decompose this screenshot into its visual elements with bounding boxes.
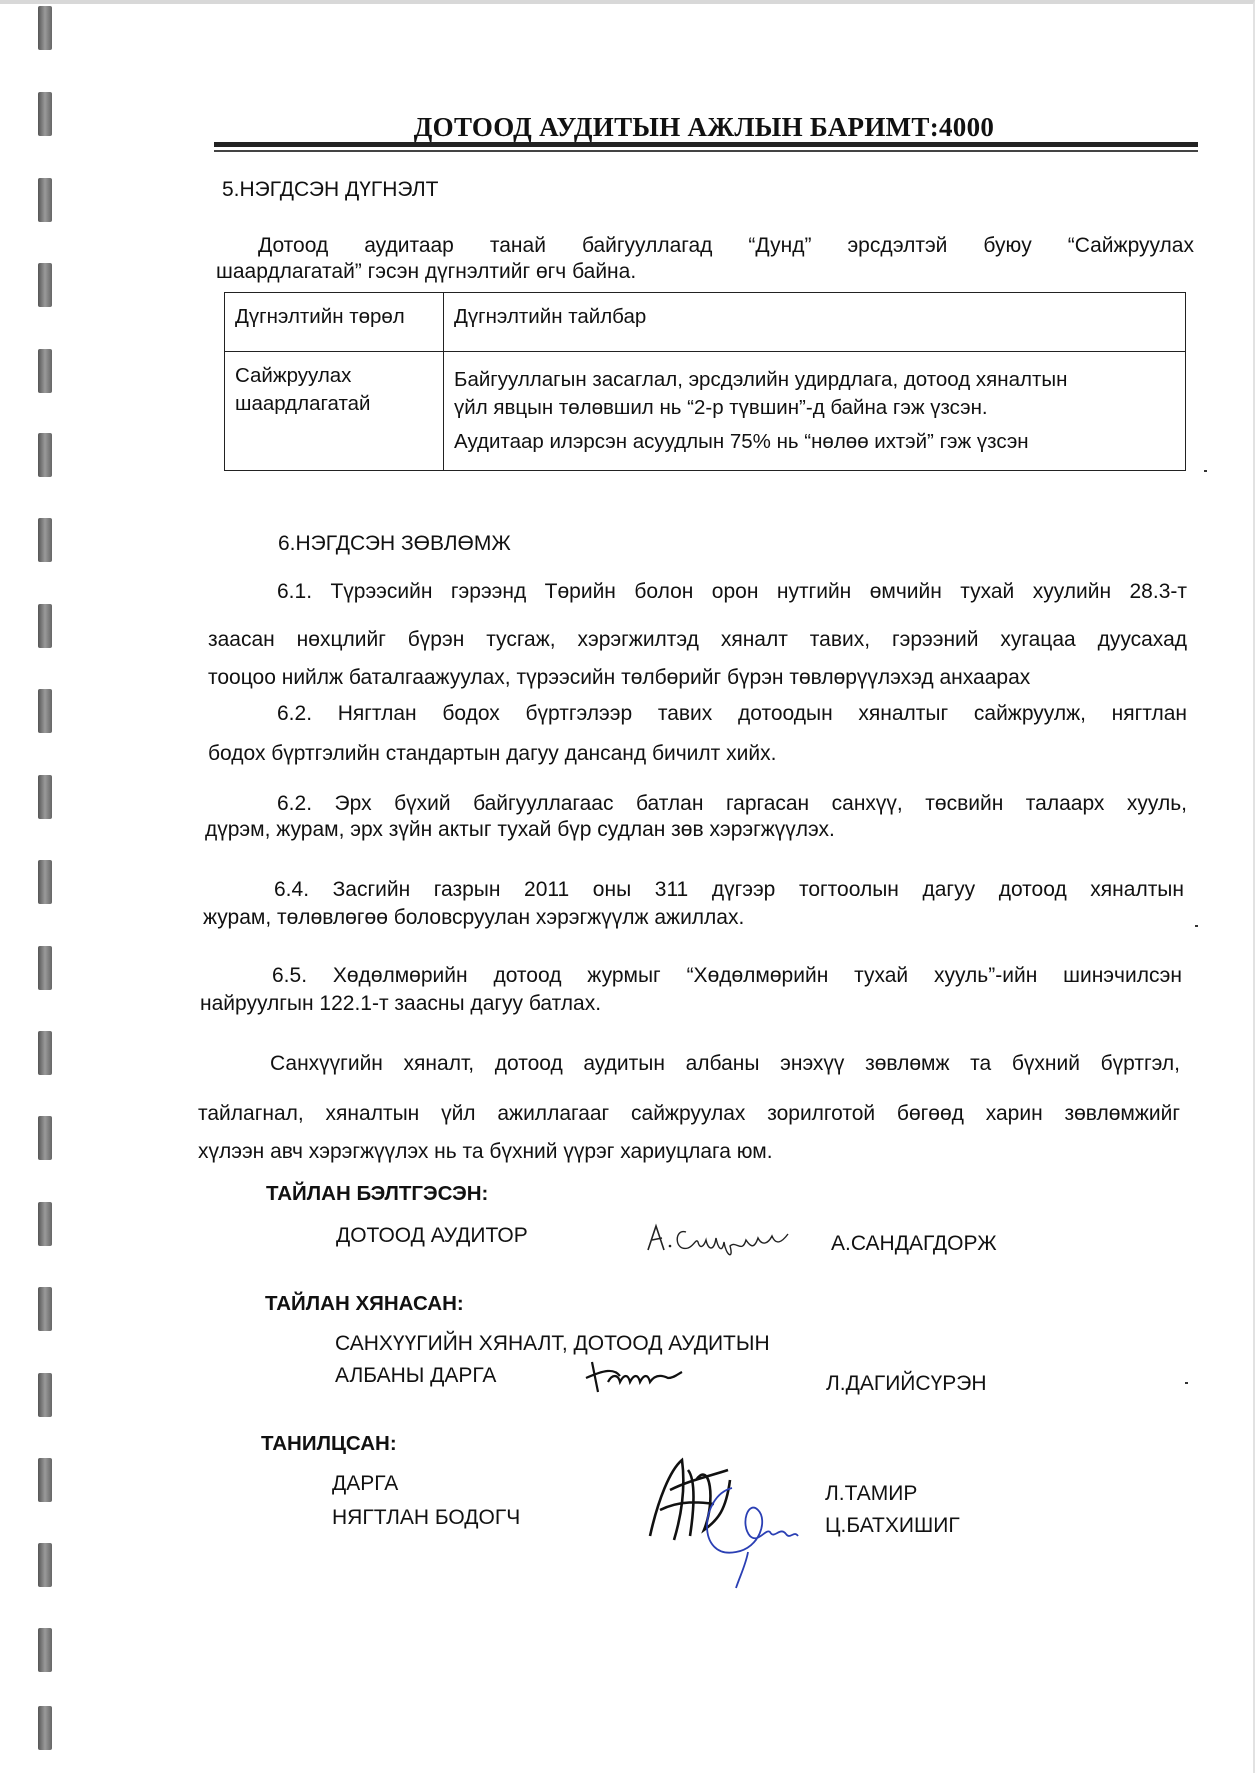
closing-line1: Санхүүгийн хяналт, дотоод аудитын албаны энэхүү зөвлөмж та бүхний бүртгэл, [270,1052,1180,1075]
signatures-acknowledged [640,1440,840,1590]
binding-hole [38,349,52,393]
title-rule-thin [214,150,1198,152]
rec-6-3-line1: 6.2. Эрх бүхий байгууллагаас батлан гаргасан санхүү, төсвийн талаарх хууль, [277,792,1187,815]
binding-hole [38,1628,52,1672]
scan-speck [1204,470,1207,472]
conclusion-description-cell [444,352,1186,471]
conclusion-type-line2: шаардлагатай [235,392,371,415]
signature-reviewer [584,1352,684,1398]
signature-auditor [644,1216,794,1266]
conclusion-type-line1: Сайжруулах [235,364,352,387]
acknowledged-label: ТАНИЛЦСАН: [261,1432,397,1455]
ack-name-accountant: Ц.БАТХИШИГ [825,1514,960,1537]
ack-role-accountant: НЯГТЛАН БОДОГЧ [332,1506,521,1529]
section5-intro-line1: Дотоод аудитаар танай байгууллагад “Дунд” эрсдэлтэй буюу “Сайжруулах [258,234,1194,257]
binding-hole [38,1706,52,1750]
rec-6-1-line1: 6.1. Түрээсийн гэрээнд Төрийн болон орон нутгийн өмчийн тухай хуулийн 28.3-т [277,580,1187,603]
header-conclusion-type: Дүгнэлтийн төрөл [225,293,444,352]
binding-hole [38,604,52,648]
rec-6-2-line2: бодох бүртгэлийн стандартын дагуу дансанд бичилт хийх. [208,742,777,765]
binding-hole [38,178,52,222]
ack-name-director: Л.ТАМИР [825,1482,918,1505]
prepared-label: ТАЙЛАН БЭЛТГЭСЭН: [266,1182,489,1205]
binding-hole [38,946,52,990]
binding-hole [38,92,52,136]
rec-6-2-line1: 6.2. Нягтлан бодох бүртгэлээр тавих дотоодын хяналтыг сайжруулж, нягтлан [277,702,1187,725]
binding-hole [38,1116,52,1160]
table-row [225,352,1186,471]
rec-6-1-line3: тооцоо нийлж баталгаажуулах, түрээсийн төлбөрийг бүрэн төвлөрүүлэхэд анхаарах [208,666,1031,689]
reviewed-role-line2: АЛБАНЫ ДАРГА [335,1364,497,1387]
prepared-role: ДОТООД АУДИТОР [336,1224,528,1247]
rec-6-5-line1: 6.5. Хөдөлмөрийн дотоод журмыг “Хөдөлмөрийн тухай хууль”-ийн шинэчилсэн [272,964,1182,987]
binding-hole [38,1543,52,1587]
conclusion-type-cell [225,352,444,471]
rec-6-4-line1: 6.4. Засгийн газрын 2011 оны 311 дүгээр тогтоолын дагуу дотоод хяналтын [274,878,1184,901]
conclusion-desc-line3: Аудитаар илэрсэн асуудлын 75% нь “нөлөө ихтэй” гэж үзсэн [454,430,1029,453]
binding-hole [38,860,52,904]
rec-6-4-line2: журам, төлөвлөгөө боловсруулан хэрэгжүүлж ажиллах. [203,906,745,929]
scan-speck [1195,925,1198,927]
reviewed-name: Л.ДАГИЙСҮРЭН [826,1372,987,1395]
conclusion-table [224,292,1186,471]
ack-role-director: ДАРГА [332,1472,399,1495]
rec-6-3-line2: дүрэм, журам, эрх зүйн актыг тухай бүр судлан зөв хэрэгжүүлэх. [205,818,835,841]
binding-hole [38,775,52,819]
table-header-row [225,293,1186,352]
binding-hole [38,1373,52,1417]
rec-6-1-line2: заасан нөхцлийг бүрэн тусгаж, хэрэгжилтэд хяналт тавих, гэрээний хугацаа дуусахад [208,628,1187,651]
binding-hole [38,433,52,477]
binding-hole [38,263,52,307]
section6-heading: 6.НЭГДСЭН ЗӨВЛӨМЖ [278,532,511,555]
binding-hole [38,1202,52,1246]
rec-6-5-line2: найруулгын 122.1-т заасны дагуу батлах. [200,992,602,1015]
reviewed-label: ТАЙЛАН ХЯНАСАН: [265,1292,464,1315]
prepared-name: А.САНДАГДОРЖ [831,1232,997,1255]
reviewed-role-line1: САНХҮҮГИЙН ХЯНАЛТ, ДОТООД АУДИТЫН [335,1332,770,1355]
binding-holes [38,0,60,1773]
closing-line2: тайлагнал, хяналтын үйл ажиллагааг сайжруулах зорилготой бөгөөд харин зөвлөмжийг [198,1102,1180,1125]
binding-hole [38,1287,52,1331]
header-conclusion-description: Дүгнэлтийн тайлбар [444,293,1186,352]
title-rule [214,142,1198,147]
scan-speck [1185,1382,1188,1384]
binding-hole [38,689,52,733]
closing-line3: хүлээн авч хэрэгжүүлэх нь та бүхний үүрэг хариуцлага юм. [198,1140,773,1163]
binding-hole [38,6,52,50]
conclusion-desc-line1: Байгууллагын засаглал, эрсдэлийн удирдлага, дотоод хяналтын [454,368,1068,391]
section5-intro-line2: шаардлагатай” гэсэн дүгнэлтийг өгч байна. [216,260,637,283]
section5-heading: 5.НЭГДСЭН ДҮГНЭЛТ [222,178,439,201]
binding-hole [38,1458,52,1502]
binding-hole [38,518,52,562]
binding-hole [38,1031,52,1075]
document-title: ДОТООД АУДИТЫН АЖЛЫН БАРИМТ:4000 [413,112,995,142]
conclusion-desc-line2: үйл явцын төлөвшил нь “2-р түвшин”-д байна гэж үзсэн. [454,396,988,419]
